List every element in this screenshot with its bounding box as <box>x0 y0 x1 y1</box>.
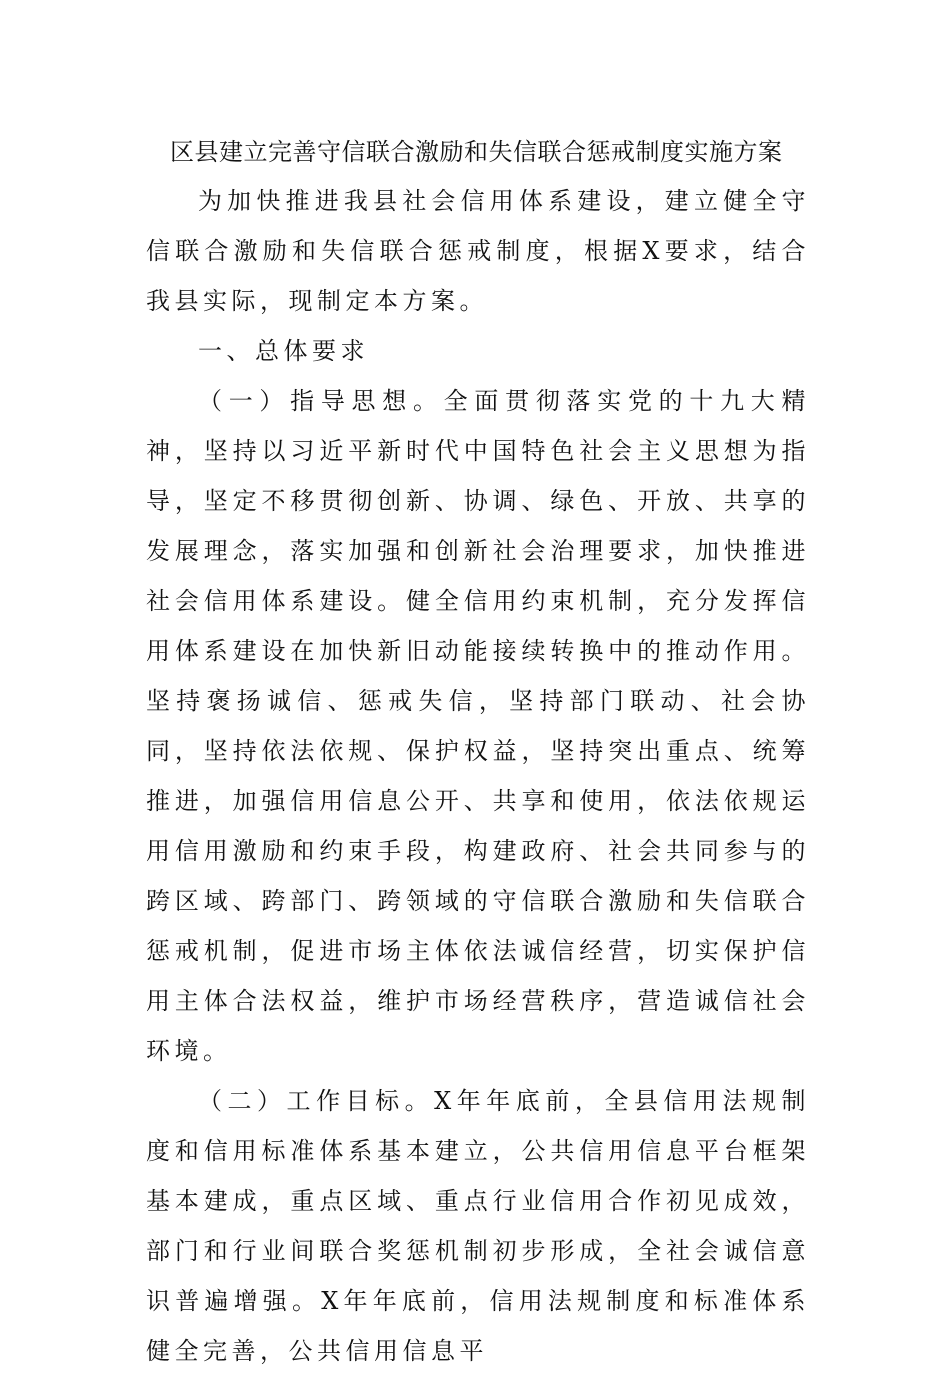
work-goals-paragraph: （二）工作目标。X年年底前，全县信用法规制度和信用标准体系基本建立，公共信用信息平台框架基本建成，重点区域、重点行业信用合作初见成效，部门和行业间联合奖惩机制初步形成，全社会诚信意识普遍增强。X年年底前，信用法规制度和标准体系健全完善，公共信用信息平 <box>146 1087 810 1365</box>
document-title: 区县建立完善守信联合激励和失信联合惩戒制度实施方案 <box>170 138 783 166</box>
intro-paragraph: 为加快推进我县社会信用体系建设，建立健全守信联合激励和失信联合惩戒制度，根据X要求，结合我县实际，现制定本方案。 <box>146 187 810 315</box>
guiding-ideology-paragraph: （一）指导思想。全面贯彻落实党的十九大精神，坚持以习近平新时代中国特色社会主义思想为指导，坚定不移贯彻创新、协调、绿色、开放、共享的发展理念，落实加强和创新社会治理要求，加快推进社会信用体系建设。健全信用约束机制，充分发挥信用体系建设在加快新旧动能接续转换中的推动作用。坚持褒扬诚信、惩戒失信，坚持部门联动、社会协同，坚持依法依规、保护权益，坚持突出重点、统筹推进，加强信用信息公开、共享和使用，依法依规运用信用激励和约束手段，构建政府、社会共同参与的跨区域、跨部门、跨领域的守信联合激励和失信联合惩戒机制，促进市场主体依法诚信经营，切实保护信用主体合法权益，维护市场经营秩序，营造诚信社会环境。 <box>146 387 810 1065</box>
document-body <box>146 176 810 1376</box>
section-heading-general-requirements: 一、总体要求 <box>198 337 369 365</box>
